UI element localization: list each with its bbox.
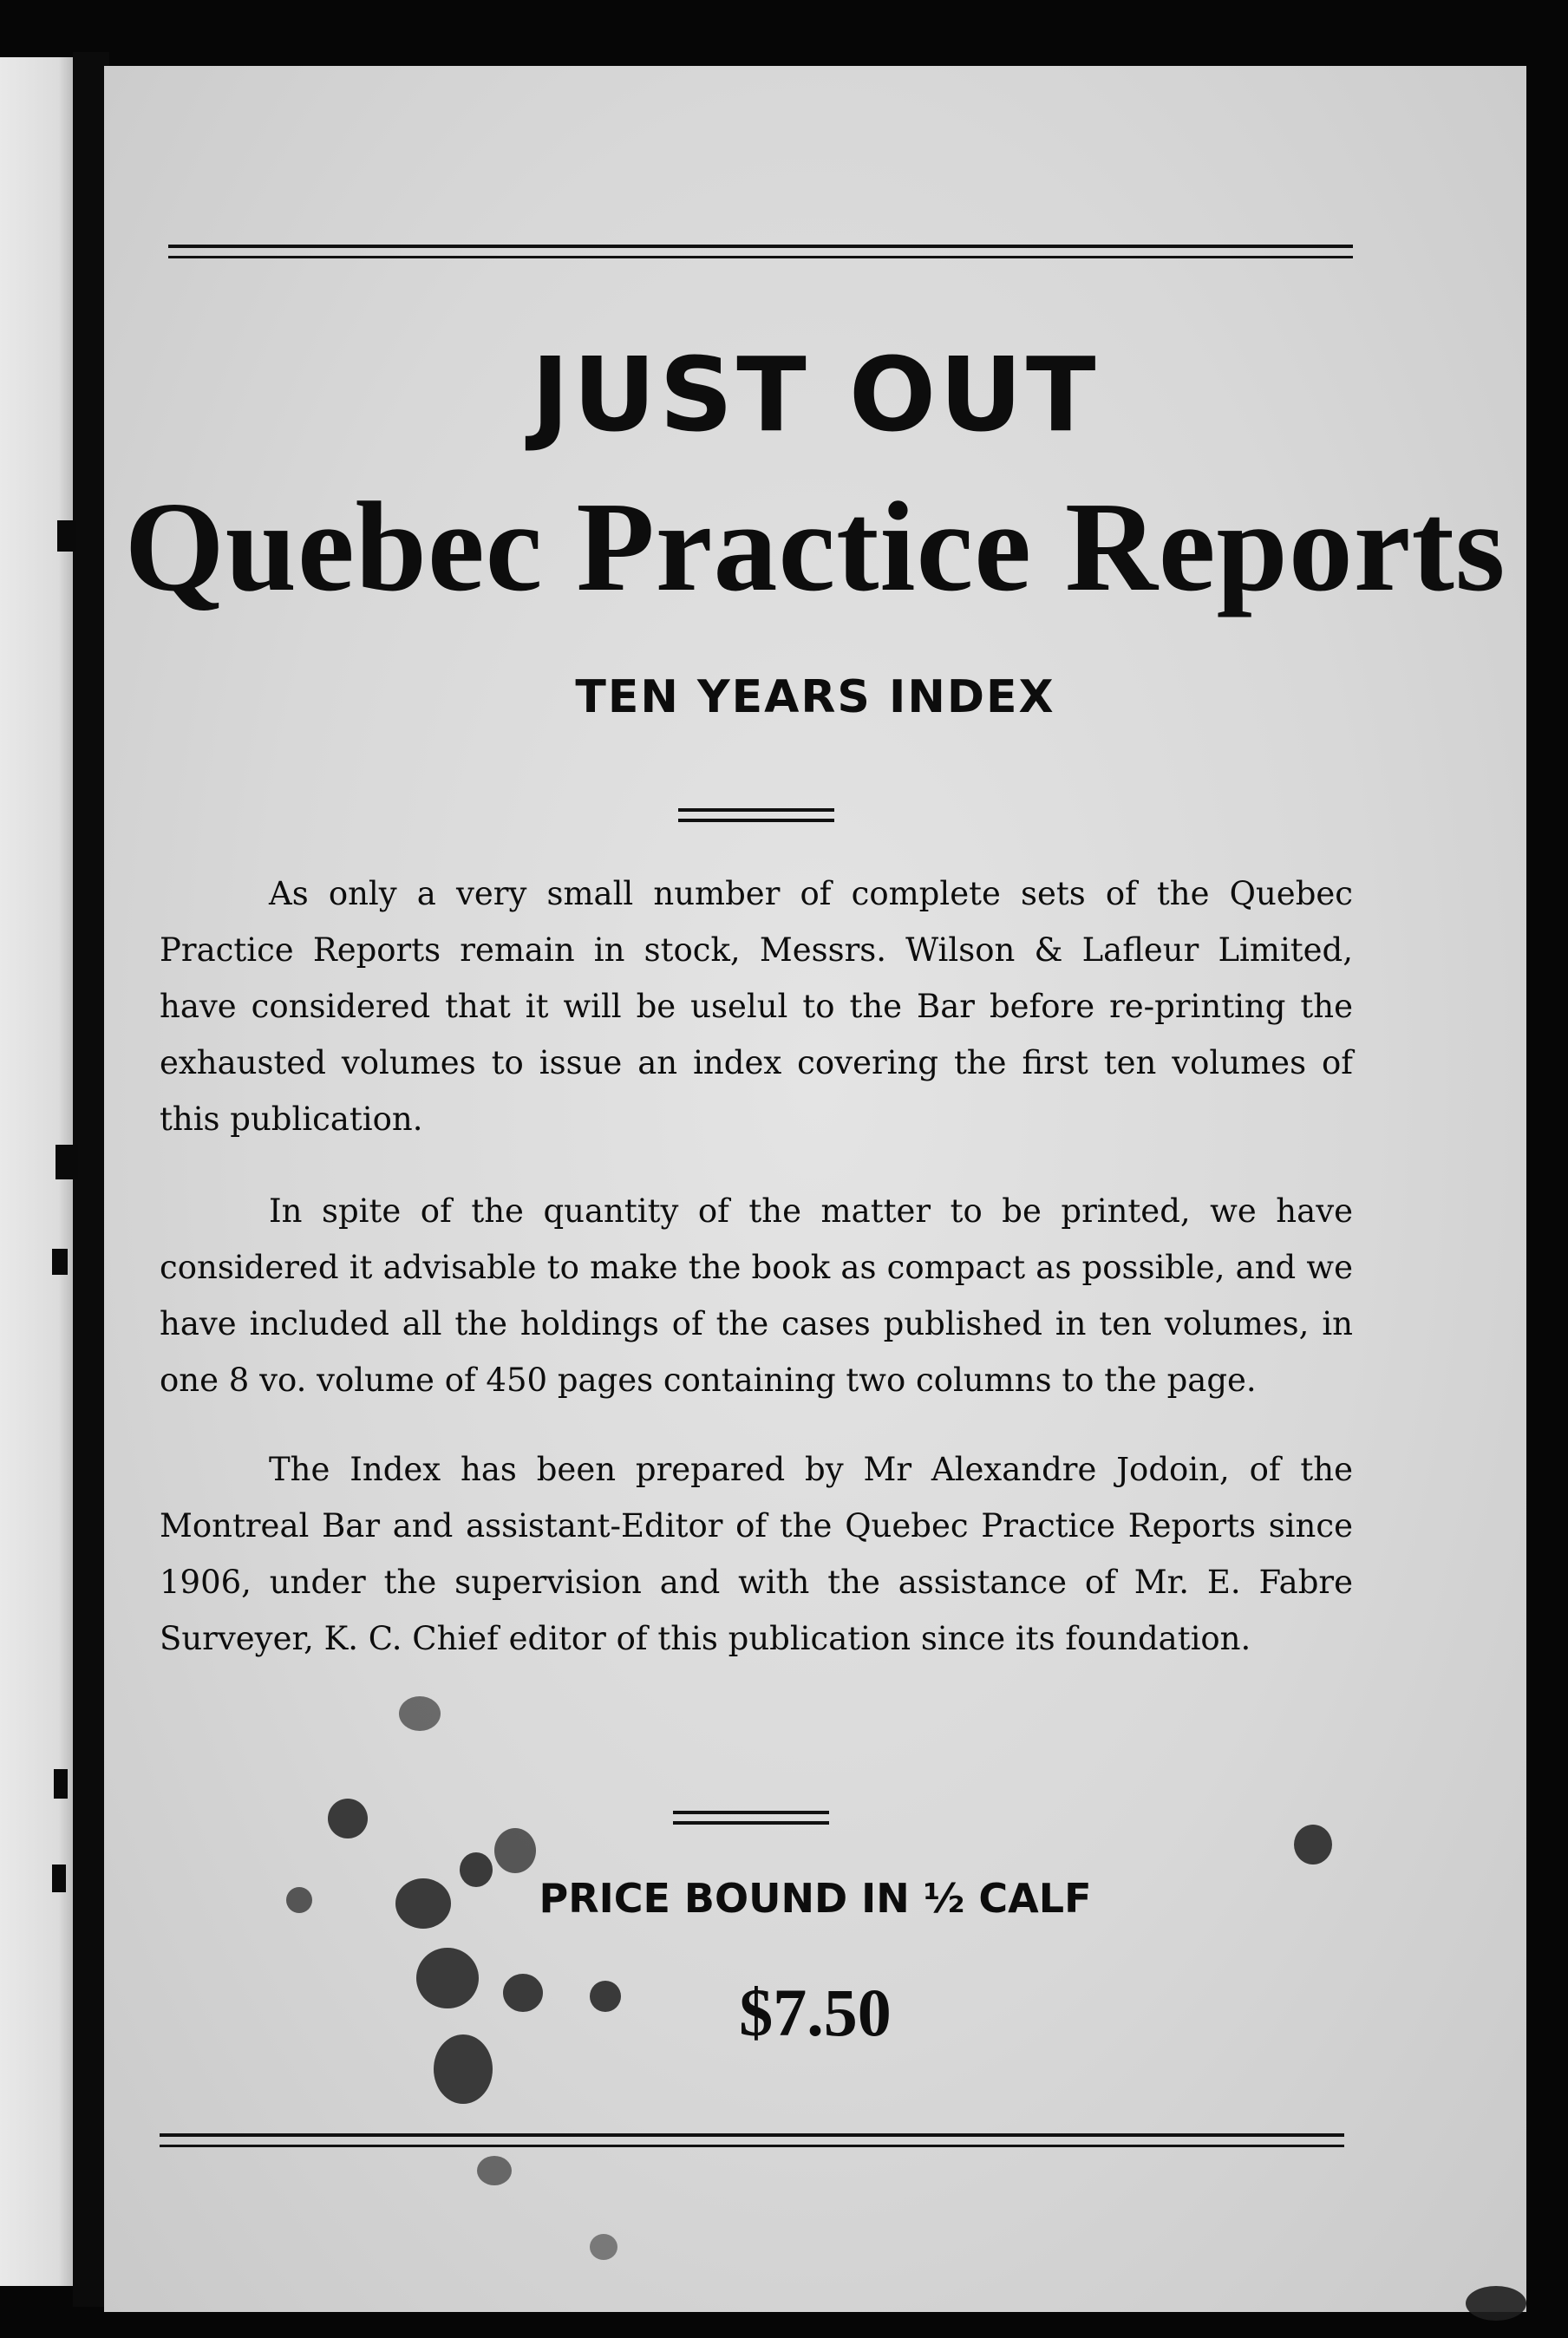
ink-stain — [503, 1974, 543, 2012]
binding-mark — [52, 1249, 68, 1275]
ink-stain — [328, 1799, 368, 1838]
ink-stain — [395, 1878, 451, 1929]
ink-stain — [494, 1828, 536, 1873]
ink-stain — [460, 1852, 493, 1887]
binding-mark — [52, 1865, 66, 1892]
subtitle: TEN YEARS INDEX — [575, 671, 1055, 723]
ink-stain — [286, 1887, 312, 1913]
advertisement-page — [104, 66, 1526, 2312]
ink-stain — [416, 1948, 479, 2008]
ink-stain — [1466, 2286, 1526, 2321]
publication-title: Quebec Practice Reports — [124, 476, 1506, 618]
body-paragraph-3: The Index has been prepared by Mr Alexandre Jodoin, of the Montreal Bar and assistant-Editor of the Quebec Practice Reports since 1906, under the supervision and with the assistance of Mr. E. Fabre Surveyer, K. C. Chief editor of this publication since its foundation. — [160, 1451, 1353, 1657]
binding-mark — [57, 520, 76, 552]
price-value: $7.50 — [739, 1975, 892, 2050]
divider-rule — [678, 808, 834, 822]
top-double-rule — [168, 245, 1353, 258]
ink-stain — [1294, 1825, 1332, 1865]
ink-stain — [590, 1981, 621, 2012]
divider-rule-lower — [673, 1811, 829, 1825]
binding-mark — [54, 1769, 68, 1799]
ink-stain — [590, 2234, 617, 2260]
price-label: PRICE BOUND IN ½ CALF — [539, 1875, 1092, 1922]
body-paragraph-2: In spite of the quantity of the matter to be printed, we have considered it advisable to make the book as compact as possible, and we have included all the holdings of the cases published in ten volumes, in one 8 vo. volume of 450 pages containing two columns to the page. — [160, 1192, 1353, 1399]
ink-stain — [434, 2034, 493, 2104]
bottom-double-rule — [160, 2133, 1344, 2147]
headline: JUST OUT — [531, 335, 1100, 454]
ink-stain — [477, 2156, 512, 2185]
ink-stain — [399, 1696, 441, 1731]
body-paragraph-1: As only a very small number of complete sets of the Quebec Practice Reports remain in stock, Messrs. Wilson & Lafleur Limited, have considered that it will be uselul to the Bar before re-printing the exhausted volumes to issue an index covering the first ten volumes of this publication. — [160, 875, 1353, 1138]
binding-mark — [56, 1145, 78, 1179]
